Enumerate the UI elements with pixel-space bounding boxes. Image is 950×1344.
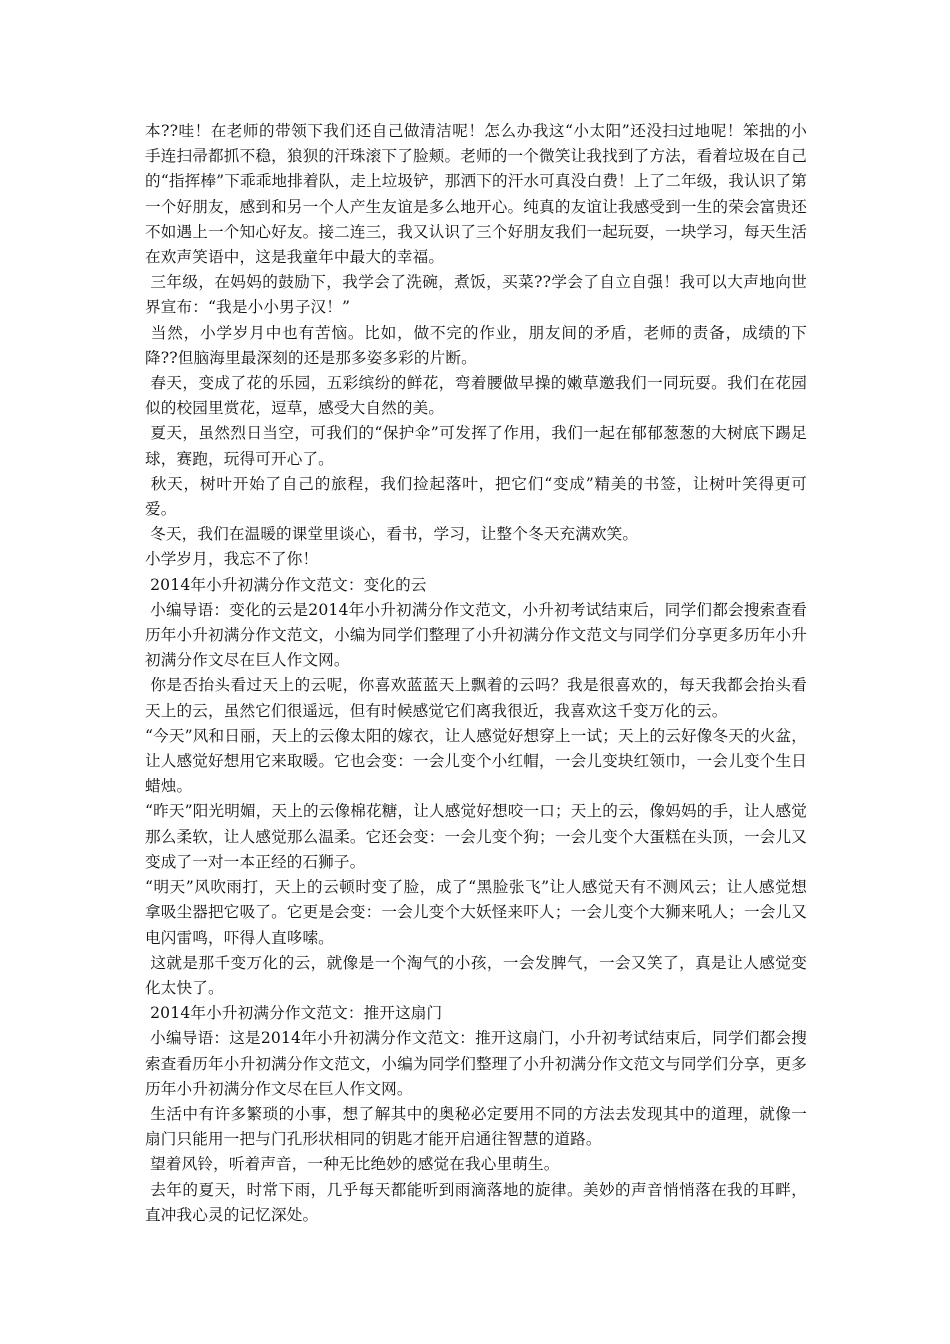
paragraph: 夏天，虽然烈日当空，可我们的“保护伞”可发挥了作用，我们一起在郁郁葱葱的大树底下踢足球，赛跑，玩得可开心了。 [145, 424, 808, 468]
paragraph: 春天，变成了花的乐园，五彩缤纷的鲜花，弯着腰做早操的嫩草邀我们一同玩耍。我们在花园似的校园里赏花，逗草，感受大自然的美。 [145, 374, 807, 418]
paragraph: 本??哇！在老师的带领下我们还自己做清洁呢！怎么办我这“小太阳”还没扫过地呢！笨拙的小手连扫帚都抓不稳，狼狈的汗珠滚下了脸颊。老师的一个微笑让我找到了方法，看着垃圾在自己的“指挥棒”下乖乖地排着队，走上垃圾铲，那洒下的汗水可真没白费！上了二年级，我认识了第一个好朋友，感到和另一个人产生友谊是多么地开心。纯真的友谊让我感受到一生的荣会富贵还不如遇上一个知心好友。接二连三，我又认识了三个好朋友我们一起玩耍，一块学习，每天生活在欢声笑语中，这是我童年中最大的幸福。 [145, 122, 807, 267]
paragraph: 三年级，在妈妈的鼓励下，我学会了洗碗，煮饭，买菜??学会了自立自强！我可以大声地向世界宣布：“我是小小男子汉！” [145, 273, 807, 317]
editor-intro: 小编导语：变化的云是2014年小升初满分作文范文，小升初考试结束后，同学们都会搜索查看历年小升初满分作文范文，小编为同学们整理了小升初满分作文范文与同学们分享更多历年小升初满分作文尽在巨人作文网。 [145, 600, 807, 670]
paragraph: “昨天”阳光明媚，天上的云像棉花糖，让人感觉好想咬一口；天上的云，像妈妈的手，让人感觉那么柔软，让人感觉那么温柔。它还会变：一会儿变个狗；一会儿变个大蛋糕在头顶，一会儿又变成了一对一本正经的石狮子。 [145, 802, 807, 871]
essay-title: 2014年小升初满分作文范文：推开这扇门 [145, 1004, 443, 1023]
paragraph: 去年的夏天，时常下雨，几乎每天都能听到雨滴落地的旋律。美妙的声音悄悄落在我的耳畔，直冲我心灵的记忆深处。 [145, 1180, 807, 1224]
essay-title: 2014年小升初满分作文范文：变化的云 [145, 575, 427, 594]
paragraph: 当然，小学岁月中也有苦恼。比如，做不完的作业，朋友间的矛盾，老师的责备，成绩的下降??但脑海里最深刻的还是那多姿多彩的片断。 [145, 323, 807, 367]
paragraph: 小学岁月，我忘不了你！ [145, 550, 319, 569]
paragraph: 这就是那千变万化的云，就像是一个淘气的小孩，一会发脾气，一会又笑了，真是让人感觉变化太快了。 [145, 953, 807, 997]
paragraph: 冬天，我们在温暖的课堂里谈心，看书，学习，让整个冬天充满欢笑。 [145, 525, 639, 544]
document-body [145, 119, 807, 1228]
paragraph: “明天”风吹雨打，天上的云顿时变了脸，成了“黑脸张飞”让人感觉天有不测风云；让人感觉想拿吸尘器把它吸了。它更是会变：一会儿变个大妖怪来吓人；一会儿变个大狮来吼人；一会儿又电闪雷鸣，吓得人直哆嗦。 [145, 878, 807, 947]
editor-intro: 小编导语：这是2014年小升初满分作文范文：推开这扇门，小升初考试结束后，同学们都会搜索查看历年小升初满分作文范文，小编为同学们整理了小升初满分作文范文与同学们分享，更多历年小升初满分作文尽在巨人作文网。 [145, 1029, 807, 1098]
paragraph: 秋天，树叶开始了自己的旅程，我们捡起落叶，把它们“变成”精美的书签，让树叶笑得更可爱。 [145, 474, 807, 519]
paragraph: “今天”风和日丽，天上的云像太阳的嫁衣，让人感觉好想穿上一试；天上的云好像冬天的火盆，让人感觉好想用它来取暖。它也会变：一会儿变个小红帽，一会儿变块红领巾，一会儿变个生日蜡烛。 [145, 726, 807, 796]
paragraph: 生活中有许多繁琐的小事，想了解其中的奥秘必定要用不同的方法去发现其中的道理，就像一扇门只能用一把与门孔形状相同的钥匙才能开启通往智慧的道路。 [145, 1104, 807, 1149]
paragraph: 望着风铃，听着声音，一种无比绝妙的感觉在我心里萌生。 [145, 1155, 560, 1174]
paragraph: 你是否抬头看过天上的云呢，你喜欢蓝蓝天上飘着的云吗？我是很喜欢的，每天我都会抬头看天上的云，虽然它们很遥远，但有时候感觉它们离我很近，我喜欢这千变万化的云。 [145, 676, 807, 720]
